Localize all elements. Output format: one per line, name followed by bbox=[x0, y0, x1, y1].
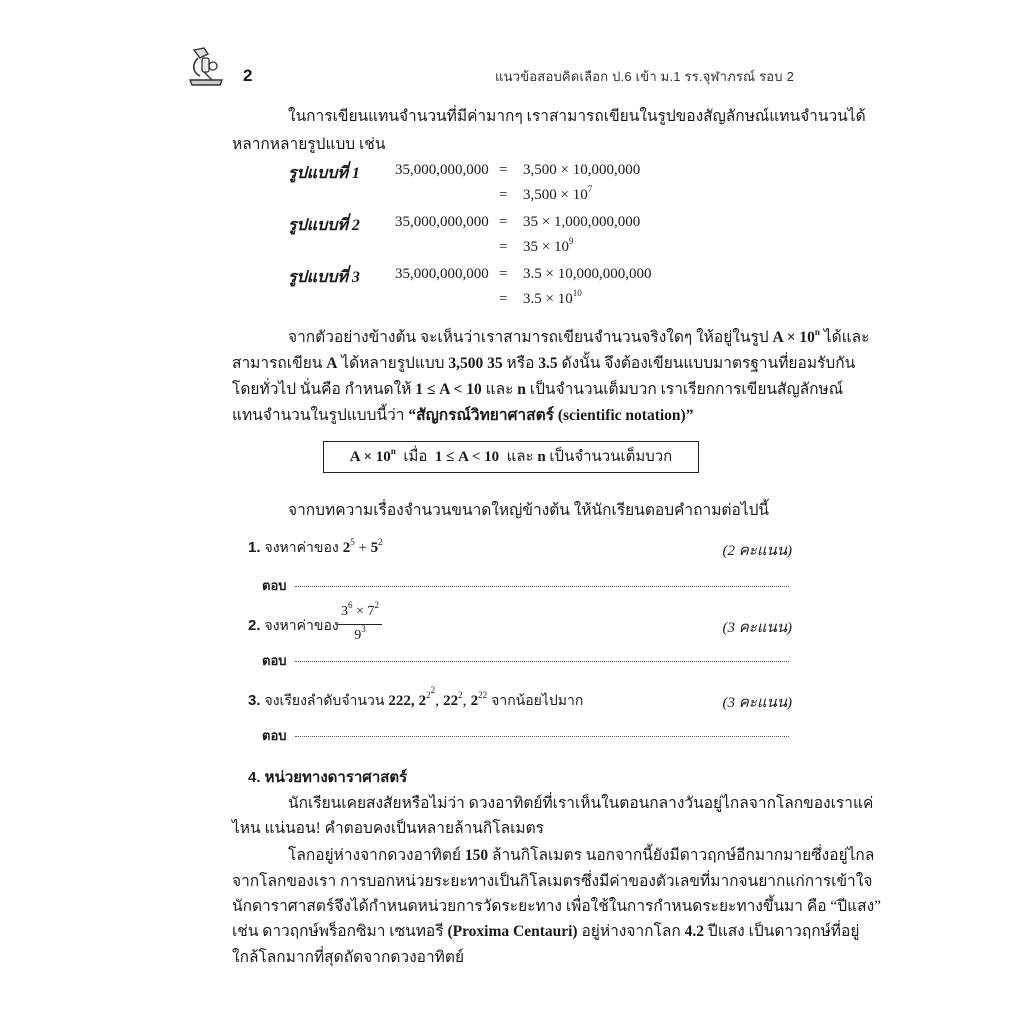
page-number: 2 bbox=[243, 66, 253, 85]
form-label: รูปแบบที่ 3 bbox=[288, 269, 360, 286]
points-label: (3 คะแนน) bbox=[722, 620, 792, 636]
section4-p2-line-1: โลกอยู่ห่างจากดวงอาทิตย์ 150 ล้านกิโลเมตร นอกจากนี้ยังมีดาวฤกษ์อีกมากมายซึ่งอยู่ไกล bbox=[288, 847, 875, 864]
section4-p2-line-2: จากโลกของเรา การบอกหน่วยระยะทางเป็นกิโลเมตรซึ่งมีค่าของตัวเลขที่มากจนยากแก่การเข้าใจ bbox=[232, 873, 873, 890]
explain-line-4: แทนจำนวนในรูปแบบนี้ว่า “สัญกรณ์วิทยาศาสตร์ (scientific notation)” bbox=[232, 407, 694, 424]
answer-line[interactable] bbox=[295, 736, 789, 737]
answer-label: ตอบ bbox=[262, 578, 287, 593]
answer-label: ตอบ bbox=[262, 728, 287, 743]
explain-line-3: โดยทั่วไป นั่นคือ กำหนดให้ 1 ≤ A < 10 และ n เป็นจำนวนเต็มบวก เราเรียกการเขียนสัญลักษณ์ bbox=[232, 381, 844, 398]
form-number: 35,000,000,000 bbox=[395, 162, 489, 178]
form-rhs-2: $35 \times 10^9$ bbox=[523, 236, 574, 255]
instruction-text: จากบทความเรื่องจำนวนขนาดใหญ่ข้างต้น ให้นักเรียนตอบคำถามต่อไปนี้ bbox=[288, 502, 770, 519]
fraction-numerator: $3^6 \times 7^2$ bbox=[341, 600, 379, 619]
microscope-icon bbox=[186, 44, 226, 88]
intro-line-1: ในการเขียนแทนจำนวนที่มีค่ามากๆ เราสามารถเขียนในรูปของสัญลักษณ์แทนจำนวนได้ bbox=[288, 108, 866, 125]
form-label: รูปแบบที่ 2 bbox=[288, 217, 360, 234]
answer-label: ตอบ bbox=[262, 653, 287, 668]
equals-sign: = bbox=[499, 187, 508, 203]
section4-p1-line-2: ไหน แน่นอน! คำตอบคงเป็นหลายล้านกิโลเมตร bbox=[232, 820, 544, 837]
section-heading: 4. หน่วยทางดาราศาสตร์ bbox=[248, 769, 408, 786]
answer-line[interactable] bbox=[295, 661, 789, 662]
equals-sign: = bbox=[499, 291, 508, 307]
scientific-notation-term: “สัญกรณ์วิทยาศาสตร์ (scientific notation)” bbox=[408, 407, 694, 424]
question-text: 2. จงหาค่าของ bbox=[248, 617, 339, 634]
section4-p2-line-4: เช่น ดาวฤกษ์พร็อกซิมา เซนทอรี (Proxima Centauri) อยู่ห่างจากโลก 4.2 ปีแสง เป็นดาวฤกษ์ที่อยู่ bbox=[232, 923, 860, 940]
intro-line-2: หลากหลายรูปแบบ เช่น bbox=[232, 136, 386, 153]
form-rhs-1: 3,500 × 10,000,000 bbox=[523, 162, 641, 178]
explain-line-2: สามารถเขียน A ได้หลายรูปแบบ 3,500 35 หรือ 3.5 ดังนั้น จึงต้องเขียนแบบมาตรฐานที่ยอมรับกัน bbox=[232, 355, 856, 372]
explain-line-1: จากตัวอย่างข้างต้น จะเห็นว่าเราสามารถเขียนจำนวนจริงใดๆ ให้อยู่ในรูป $A \times 10^n$ ได้และ bbox=[288, 326, 870, 346]
form-number: 35,000,000,000 bbox=[395, 266, 489, 282]
form-rhs-1: 3.5 × 10,000,000,000 bbox=[523, 266, 652, 282]
fraction-denominator: $9^3$ bbox=[354, 624, 366, 643]
equals-sign: = bbox=[499, 214, 508, 230]
answer-line[interactable] bbox=[295, 586, 789, 587]
question-text: 1. จงหาค่าของ $2^5 + 5^2$ bbox=[248, 536, 383, 556]
section4-p2-line-3: นักดาราศาสตร์จึงได้กำหนดหน่วยการวัดระยะทาง เพื่อใช้ในการกำหนดระยะทางขึ้นมา คือ “ปีแสง” bbox=[232, 898, 882, 915]
form-number: 35,000,000,000 bbox=[395, 214, 489, 230]
form-label: รูปแบบที่ 1 bbox=[288, 165, 360, 182]
section4-p1-line-1: นักเรียนเคยสงสัยหรือไม่ว่า ดวงอาทิตย์ที่เราเห็นในตอนกลางวันอยู่ไกลจากโลกของเราแค่ bbox=[288, 795, 874, 812]
definition-box: $A \times 10^n$ เมื่อ 1 ≤ A < 10 และ n เป็นจำนวนเต็มบวก bbox=[323, 441, 699, 473]
running-title: แนวข้อสอบคิดเลือก ป.6 เข้า ม.1 รร.จุฬาภรณ์ รอบ 2 bbox=[495, 69, 794, 84]
equals-sign: = bbox=[499, 162, 508, 178]
equals-sign: = bbox=[499, 239, 508, 255]
section4-p2-line-5: ใกล้โลกมากที่สุดถัดจากดวงอาทิตย์ bbox=[232, 949, 465, 966]
points-label: (2 คะแนน) bbox=[722, 543, 792, 559]
form-rhs-2: $3,500 \times 10^7$ bbox=[523, 184, 593, 203]
equals-sign: = bbox=[499, 266, 508, 282]
fraction-bar bbox=[338, 624, 382, 625]
points-label: (3 คะแนน) bbox=[722, 695, 792, 711]
form-rhs-1: 35 × 1,000,000,000 bbox=[523, 214, 641, 230]
form-rhs-2: $3.5 \times 10^{10}$ bbox=[523, 288, 582, 307]
question-text: 3. จงเรียงลำดับจำนวน 222, $2^{2^2}$, $22^2$, $2^{22}$ จากน้อยไปมาก bbox=[248, 684, 584, 709]
